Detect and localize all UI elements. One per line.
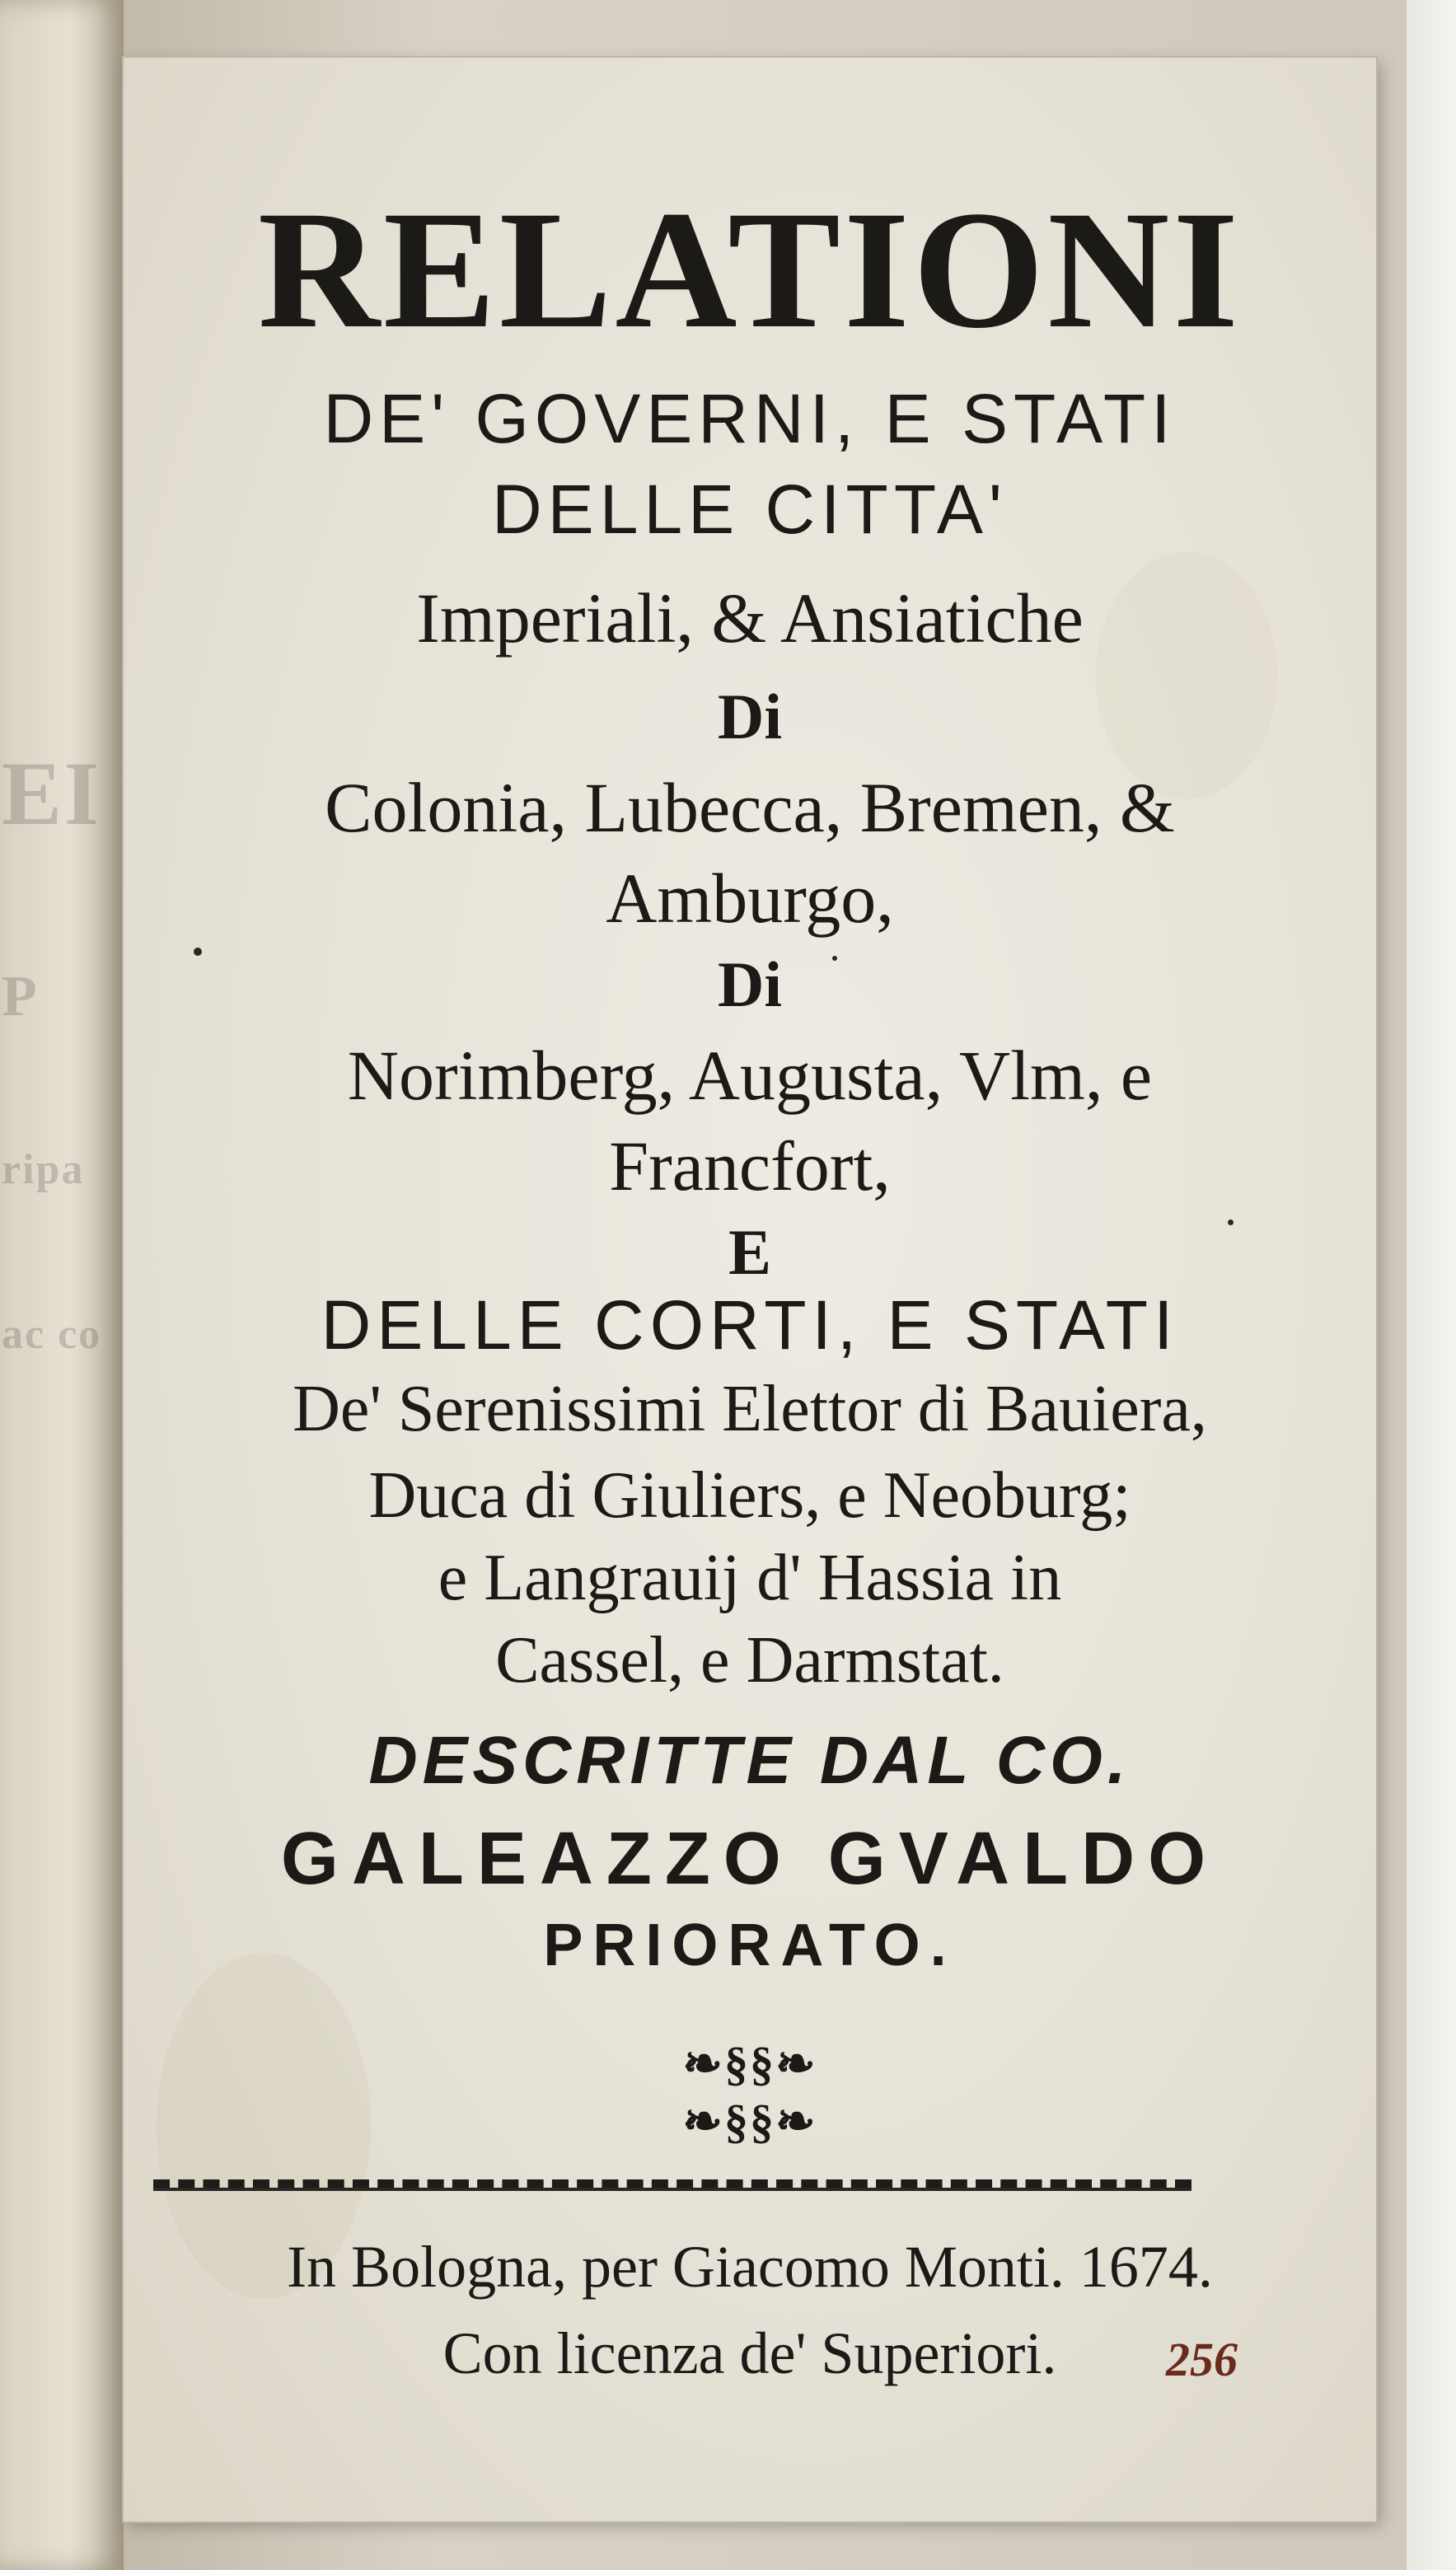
author-intro: DESCRITTE DAL CO. [368,1723,1131,1798]
dashed-rule [153,2179,1191,2188]
subtitle-line-5: Colonia, Lubecca, Bremen, & [325,768,1175,847]
subtitle-line-14: e Langrauij d' Hassia in [438,1542,1062,1614]
subtitle-line-15: Cassel, e Darmstat. [495,1624,1004,1697]
ink-speck [832,956,837,961]
printers-ornament-row-2: ❧§§❧ [682,2095,817,2148]
subtitle-line-6: Amburgo, [606,859,894,938]
bleed-through-text: P [2,965,39,1028]
author-surname: PRIORATO. [543,1912,957,1978]
subtitle-line-8: Norimberg, Augusta, Vlm, e [347,1036,1153,1115]
subtitle-line-2: DELLE CITTA' [492,470,1008,548]
handwritten-note: 256 [1166,2333,1238,2386]
imprint-line-1: In Bologna, per Giacomo Monti. 1674. [287,2234,1213,2300]
author-name: GALEAZZO GVALDO [280,1818,1220,1900]
book-title: RELATIONI [257,176,1243,363]
printers-ornament-row-1: ❧§§❧ [682,2037,817,2090]
subtitle-line-12: De' Serenissimi Elettor di Bauiera, [293,1373,1207,1445]
right-margin [1407,0,1456,2570]
imprint-line-2: Con licenza de' Superiori. [442,2320,1057,2386]
subtitle-line-11: DELLE CORTI, E STATI [321,1286,1179,1364]
subtitle-line-4: Di [718,681,782,752]
subtitle-line-9: Francfort, [609,1126,891,1205]
subtitle-line-3: Imperiali, & Ansiatiche [416,578,1084,658]
subtitle-line-1: DE' GOVERNI, E STATI [323,380,1177,457]
bleed-through-text: ripa [2,1146,85,1193]
ink-speck [1228,1219,1234,1225]
subtitle-line-10: E [728,1216,772,1288]
solid-rule [153,2188,1191,2191]
facing-page-edge [0,0,124,2570]
subtitle-line-7: Di [718,948,782,1020]
ink-speck [194,948,202,956]
bleed-through-text: ac co [2,1311,102,1358]
title-page [124,58,1376,2521]
bleed-through-text: EI [2,743,101,844]
subtitle-line-13: Duca di Giuliers, e Neoburg; [368,1459,1131,1532]
